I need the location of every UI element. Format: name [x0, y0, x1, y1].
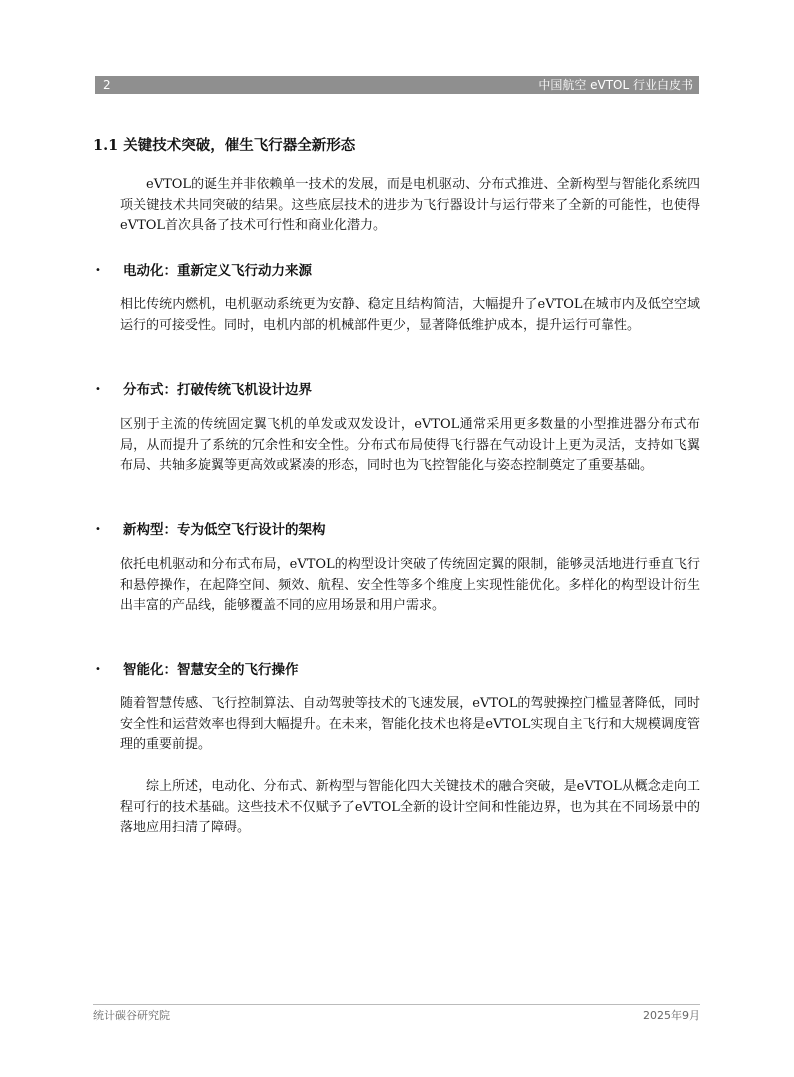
- bullet-paragraph: 随着智慧传感、飞行控制算法、自动驾驶等技术的飞速发展，eVTOL的驾驶操控门槛显著降低，同时安全性和运营效率也得到大幅提升。在未来，智能化技术也将是eVTOL实现自主飞行和大规模调度管理的重要前提。: [120, 696, 700, 752]
- bullet-paragraph: 区别于主流的传统固定翼飞机的单发或双发设计，eVTOL通常采用更多数量的小型推进器分布式布局，从而提升了系统的冗余性和安全性。分布式布局使得飞行器在气动设计上更为灵活，支持如飞翼布局、共轴多旋翼等更高效或紧凑的形态，同时也为飞控智能化与姿态控制奠定了重要基础。: [120, 417, 700, 473]
- footer-divider: [93, 1004, 700, 1005]
- bullet-paragraph: 相比传统内燃机，电机驱动系统更为安静、稳定且结构简洁，大幅提升了eVTOL在城市内及低空空域运行的可接受性。同时，电机内部的机械部件更少，显著降低维护成本，提升运行可靠性。: [120, 297, 700, 333]
- bullet-item-electrification: [93, 261, 703, 281]
- bullet-dot-icon: •: [95, 524, 101, 535]
- bullet-title: 新构型：专为低空飞行设计的架构: [123, 522, 326, 538]
- bullet-title: 智能化：智慧安全的飞行操作: [123, 662, 299, 678]
- bullet-item-intelligence: [93, 660, 703, 680]
- bullet-dot-icon: •: [95, 384, 101, 395]
- bullet-title: 电动化：重新定义飞行动力来源: [123, 263, 312, 279]
- section-title: 1.1 关键技术突破，催生飞行器全新形态: [93, 137, 356, 154]
- bullet-dot-icon: •: [95, 265, 101, 276]
- header-title: 中国航空 eVTOL 行业白皮书: [538, 78, 693, 92]
- summary-paragraph: 综上所述，电动化、分布式、新构型与智能化四大关键技术的融合突破，是eVTOL从概念走向工程可行的技术基础。这些技术不仅赋予了eVTOL全新的设计空间和性能边界，也为其在不同场景中的落地应用扫清了障碍。: [120, 779, 700, 835]
- page-number: 2: [103, 78, 111, 92]
- bullet-dot-icon: •: [95, 664, 101, 675]
- bullet-item-distributed: [93, 380, 703, 400]
- bullet-item-new-configuration: [93, 520, 703, 540]
- footer-organization: 统计碳谷研究院: [93, 1009, 170, 1022]
- header-bar: [95, 76, 699, 94]
- bullet-title: 分布式：打破传统飞机设计边界: [123, 382, 312, 398]
- intro-paragraph: eVTOL的诞生并非依赖单一技术的发展，而是电机驱动、分布式推进、全新构型与智能化系统四项关键技术共同突破的结果。这些底层技术的进步为飞行器设计与运行带来了全新的可能性，也使得eVTOL首次具备了技术可行性和商业化潜力。: [120, 177, 700, 233]
- footer-date: 2025年9月: [643, 1009, 700, 1022]
- bullet-paragraph: 依托电机驱动和分布式布局，eVTOL的构型设计突破了传统固定翼的限制，能够灵活地进行垂直飞行和悬停操作，在起降空间、频效、航程、安全性等多个维度上实现性能优化。多样化的构型设计衍生出丰富的产品线，能够覆盖不同的应用场景和用户需求。: [120, 557, 700, 613]
